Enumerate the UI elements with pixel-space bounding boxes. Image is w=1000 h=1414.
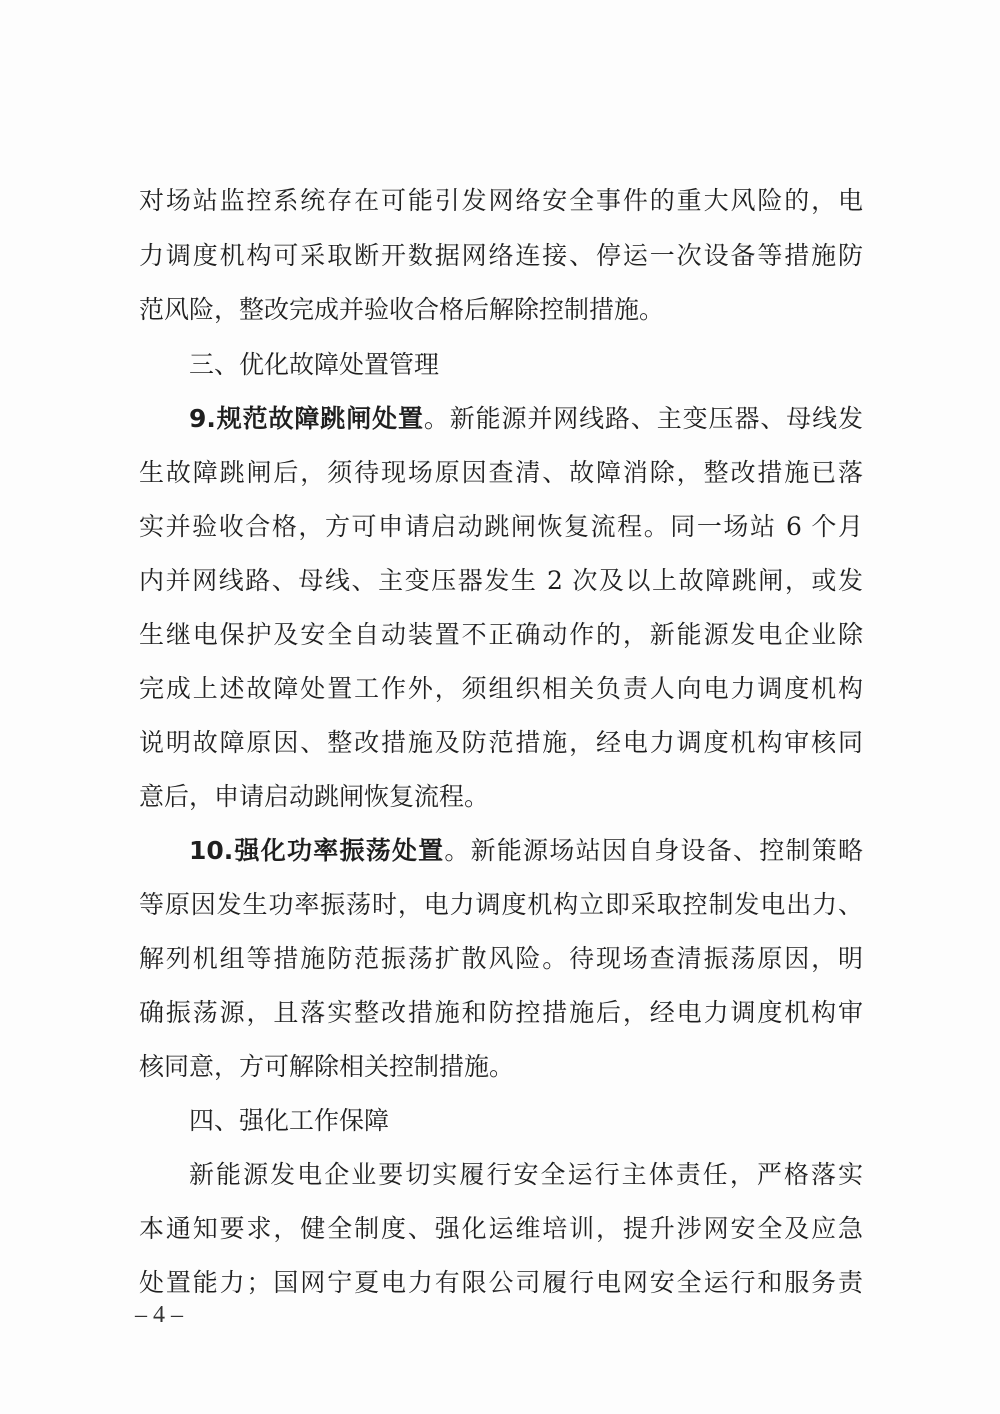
item-10-title: 10.强化功率振荡处置 bbox=[189, 836, 445, 865]
paragraph-line: 内并网线路、母线、主变压器发生 2 次及以上故障跳闸，或发 bbox=[139, 566, 863, 595]
section-heading: 三、优化故障处置管理 bbox=[189, 350, 440, 379]
paragraph-line: 完成上述故障处置工作外，须组织相关负责人向电力调度机构 bbox=[139, 674, 863, 703]
paragraph-line: 意后，申请启动跳闸恢复流程。 bbox=[139, 782, 490, 811]
item-9-title: 9.规范故障跳闸处置 bbox=[189, 404, 424, 433]
paragraph-line: 对场站监控系统存在可能引发网络安全事件的重大风险的，电 bbox=[139, 186, 863, 215]
item-10-first-line bbox=[189, 831, 863, 871]
item-10-text: 。新能源场站因自身设备、控制策略 bbox=[444, 836, 863, 865]
item-9-text: 。新能源并网线路、主变压器、母线发 bbox=[423, 404, 863, 433]
paragraph-line: 说明故障原因、整改措施及防范措施，经电力调度机构审核同 bbox=[139, 728, 863, 757]
paragraph-line: 新能源发电企业要切实履行安全运行主体责任，严格落实 bbox=[189, 1160, 863, 1189]
paragraph-line: 处置能力；国网宁夏电力有限公司履行电网安全运行和服务责 bbox=[139, 1268, 863, 1297]
paragraph-line: 本通知要求，健全制度、强化运维培训，提升涉网安全及应急 bbox=[139, 1214, 863, 1243]
paragraph-line: 解列机组等措施防范振荡扩散风险。待现场查清振荡原因，明 bbox=[139, 944, 863, 973]
paragraph-line: 核同意，方可解除相关控制措施。 bbox=[139, 1052, 515, 1081]
paragraph-line: 生故障跳闸后，须待现场原因查清、故障消除，整改措施已落 bbox=[139, 458, 863, 487]
paragraph-line: 等原因发生功率振荡时，电力调度机构立即采取控制发电出力、 bbox=[139, 890, 863, 919]
paragraph-line: 力调度机构可采取断开数据网络连接、停运一次设备等措施防 bbox=[139, 241, 863, 270]
item-9-first-line bbox=[189, 399, 863, 439]
paragraph-line: 确振荡源，且落实整改措施和防控措施后，经电力调度机构审 bbox=[139, 998, 863, 1027]
page-number: – 4 – bbox=[135, 1302, 183, 1328]
section-heading: 四、强化工作保障 bbox=[189, 1106, 390, 1135]
paragraph-line: 范风险，整改完成并验收合格后解除控制措施。 bbox=[139, 295, 665, 324]
paragraph-line: 生继电保护及安全自动装置不正确动作的，新能源发电企业除 bbox=[139, 620, 863, 649]
paragraph-line: 实并验收合格，方可申请启动跳闸恢复流程。同一场站 6 个月 bbox=[139, 512, 863, 541]
